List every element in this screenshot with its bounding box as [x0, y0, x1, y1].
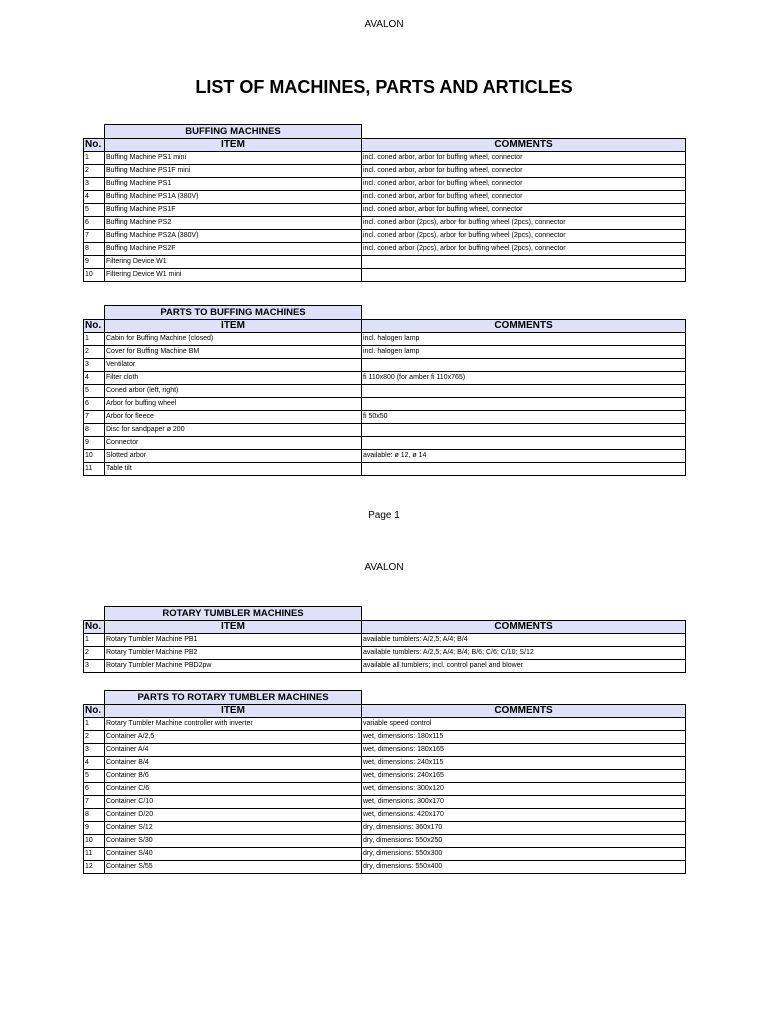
column-header-comments: COMMENTS	[362, 705, 686, 718]
row-comments	[362, 385, 686, 398]
page-header-2: AVALON	[364, 562, 404, 573]
row-number: 2	[84, 346, 105, 359]
column-header-no: No.	[84, 621, 105, 634]
row-comments: available tumblers: A/2,5; A/4; B/4	[362, 634, 686, 647]
table-row	[84, 346, 686, 359]
row-number: 6	[84, 217, 105, 230]
row-comments: incl. coned arbor (2pcs), arbor for buffing wheel (2pcs), connector	[362, 230, 686, 243]
table-row	[84, 634, 686, 647]
row-comments: wet, dimensions: 300x120	[362, 783, 686, 796]
row-number: 11	[84, 463, 105, 476]
row-item: Buffing Machine PS2A (380V)	[105, 230, 362, 243]
table-header-row	[84, 621, 686, 634]
row-comments: wet, dimensions: 240x115	[362, 757, 686, 770]
row-item: Filter cloth	[105, 372, 362, 385]
row-comments: wet, dimensions: 240x165	[362, 770, 686, 783]
column-header-item: ITEM	[105, 705, 362, 718]
section-title: ROTARY TUMBLER MACHINES	[104, 606, 362, 620]
table-row	[84, 372, 686, 385]
row-comments: wet, dimensions: 420x170	[362, 809, 686, 822]
table-row	[84, 178, 686, 191]
table-row	[84, 744, 686, 757]
column-header-no: No.	[84, 139, 105, 152]
row-number: 2	[84, 731, 105, 744]
row-comments: incl. coned arbor, arbor for buffing wheel, connector	[362, 204, 686, 217]
row-item: Arbor for buffing wheel	[105, 398, 362, 411]
row-item: Connector	[105, 437, 362, 450]
row-item: Container S/30	[105, 835, 362, 848]
row-item: Container S/40	[105, 848, 362, 861]
column-header-item: ITEM	[105, 621, 362, 634]
section-title: BUFFING MACHINES	[104, 124, 362, 138]
section-title-bar	[83, 606, 685, 620]
row-comments: fi 50x50	[362, 411, 686, 424]
table-row	[84, 463, 686, 476]
row-comments: available: ø 12, ø 14	[362, 450, 686, 463]
table-row	[84, 822, 686, 835]
section-rotary-tumbler-machines	[83, 606, 685, 673]
row-item: Filtering Device W1 mini	[105, 269, 362, 282]
items-table	[83, 138, 686, 282]
table-row	[84, 217, 686, 230]
row-number: 7	[84, 230, 105, 243]
table-row	[84, 359, 686, 372]
table-row	[84, 243, 686, 256]
column-header-no: No.	[84, 705, 105, 718]
row-comments: dry, dimensions: 550x300	[362, 848, 686, 861]
table-row	[84, 848, 686, 861]
table-row	[84, 770, 686, 783]
row-number: 6	[84, 783, 105, 796]
section-buffing-machines	[83, 124, 685, 282]
row-comments: incl. coned arbor (2pcs), arbor for buffing wheel (2pcs), connector	[362, 217, 686, 230]
row-comments: incl. coned arbor (2pcs), arbor for buffing wheel (2pcs), connector	[362, 243, 686, 256]
table-row	[84, 809, 686, 822]
table-row	[84, 647, 686, 660]
row-number: 6	[84, 398, 105, 411]
table-row	[84, 835, 686, 848]
row-number: 3	[84, 744, 105, 757]
row-number: 10	[84, 835, 105, 848]
row-item: Container B/6	[105, 770, 362, 783]
row-item: Buffing Machine PS1F	[105, 204, 362, 217]
row-comments: wet, dimensions: 180x115	[362, 731, 686, 744]
row-number: 3	[84, 660, 105, 673]
table-row	[84, 424, 686, 437]
row-item: Coned arbor (left, right)	[105, 385, 362, 398]
row-comments: variable speed control	[362, 718, 686, 731]
column-header-comments: COMMENTS	[362, 320, 686, 333]
row-item: Filtering Device W1	[105, 256, 362, 269]
row-item: Table tilt	[105, 463, 362, 476]
table-header-row	[84, 705, 686, 718]
row-item: Rotary Tumbler Machine PB2	[105, 647, 362, 660]
row-number: 2	[84, 647, 105, 660]
row-item: Rotary Tumbler Machine PB1	[105, 634, 362, 647]
row-comments: incl. coned arbor, arbor for buffing wheel, connector	[362, 191, 686, 204]
row-comments	[362, 269, 686, 282]
row-number: 4	[84, 372, 105, 385]
row-comments	[362, 398, 686, 411]
row-number: 4	[84, 757, 105, 770]
table-row	[84, 204, 686, 217]
row-item: Buffing Machine PS1	[105, 178, 362, 191]
row-item: Cover for Buffing Machine BM	[105, 346, 362, 359]
row-number: 11	[84, 848, 105, 861]
row-item: Ventilator	[105, 359, 362, 372]
table-row	[84, 191, 686, 204]
row-number: 10	[84, 269, 105, 282]
row-item: Container A/4	[105, 744, 362, 757]
column-header-item: ITEM	[105, 139, 362, 152]
row-item: Rotary Tumbler Machine controller with inverter	[105, 718, 362, 731]
table-row	[84, 796, 686, 809]
table-row	[84, 398, 686, 411]
row-number: 12	[84, 861, 105, 874]
table-row	[84, 731, 686, 744]
row-item: Buffing Machine PS2F	[105, 243, 362, 256]
table-row	[84, 718, 686, 731]
row-number: 5	[84, 385, 105, 398]
page-number: Page 1	[368, 510, 400, 521]
table-header-row	[84, 320, 686, 333]
row-comments	[362, 463, 686, 476]
row-number: 10	[84, 450, 105, 463]
row-number: 1	[84, 718, 105, 731]
row-number: 7	[84, 796, 105, 809]
items-table	[83, 704, 686, 874]
row-item: Arbor for fleece	[105, 411, 362, 424]
row-item: Cabin for Buffing Machine (closed)	[105, 333, 362, 346]
row-comments: incl. coned arbor, arbor for buffing wheel, connector	[362, 152, 686, 165]
table-row	[84, 757, 686, 770]
row-item: Disc for sandpaper ø 200	[105, 424, 362, 437]
section-title-bar	[83, 124, 685, 138]
section-parts-to-buffing-machines	[83, 305, 685, 476]
table-row	[84, 411, 686, 424]
table-row	[84, 333, 686, 346]
column-header-item: ITEM	[105, 320, 362, 333]
row-comments: dry, dimensions: 360x170	[362, 822, 686, 835]
row-number: 1	[84, 333, 105, 346]
row-comments: incl. coned arbor, arbor for buffing wheel, connector	[362, 165, 686, 178]
row-number: 9	[84, 822, 105, 835]
row-item: Rotary Tumbler Machine PBD2pw	[105, 660, 362, 673]
page-header: AVALON	[364, 19, 404, 30]
row-item: Container B/4	[105, 757, 362, 770]
section-title-bar	[83, 305, 685, 319]
table-row	[84, 861, 686, 874]
row-number: 4	[84, 191, 105, 204]
row-number: 9	[84, 256, 105, 269]
row-number: 8	[84, 243, 105, 256]
row-item: Container A/2,5	[105, 731, 362, 744]
table-row	[84, 165, 686, 178]
row-comments: fi 110x800 (for amber fi 110x765)	[362, 372, 686, 385]
row-comments: incl. halogen lamp	[362, 346, 686, 359]
row-comments	[362, 359, 686, 372]
row-item: Buffing Machine PS1 mini	[105, 152, 362, 165]
column-header-no: No.	[84, 320, 105, 333]
row-item: Buffing Machine PS2	[105, 217, 362, 230]
row-comments: available tumblers: A/2,5; A/4; B/4; B/6; C/6; C/10; S/12	[362, 647, 686, 660]
table-row	[84, 256, 686, 269]
items-table	[83, 620, 686, 673]
row-comments: incl. halogen lamp	[362, 333, 686, 346]
row-item: Container C/10	[105, 796, 362, 809]
items-table	[83, 319, 686, 476]
table-row	[84, 385, 686, 398]
row-number: 9	[84, 437, 105, 450]
row-number: 5	[84, 204, 105, 217]
row-comments: incl. coned arbor, arbor for buffing wheel, connector	[362, 178, 686, 191]
row-item: Container S/12	[105, 822, 362, 835]
table-row	[84, 152, 686, 165]
section-title: PARTS TO ROTARY TUMBLER MACHINES	[104, 690, 362, 704]
row-item: Container C/6	[105, 783, 362, 796]
table-header-row	[84, 139, 686, 152]
row-comments	[362, 437, 686, 450]
row-number: 7	[84, 411, 105, 424]
row-comments	[362, 424, 686, 437]
section-title-bar	[83, 690, 685, 704]
column-header-comments: COMMENTS	[362, 139, 686, 152]
table-row	[84, 450, 686, 463]
section-title: PARTS TO BUFFING MACHINES	[104, 305, 362, 319]
row-item: Container S/55	[105, 861, 362, 874]
row-comments	[362, 256, 686, 269]
row-comments: wet, dimensions: 180x165	[362, 744, 686, 757]
table-row	[84, 269, 686, 282]
row-item: Slotted arbor	[105, 450, 362, 463]
table-row	[84, 437, 686, 450]
row-number: 8	[84, 809, 105, 822]
section-parts-to-rotary-tumbler-machines	[83, 690, 685, 874]
row-item: Buffing Machine PS1F mini	[105, 165, 362, 178]
row-number: 5	[84, 770, 105, 783]
row-number: 3	[84, 359, 105, 372]
page-title: LIST OF MACHINES, PARTS AND ARTICLES	[195, 77, 573, 97]
row-number: 8	[84, 424, 105, 437]
row-item: Container D/20	[105, 809, 362, 822]
row-number: 3	[84, 178, 105, 191]
column-header-comments: COMMENTS	[362, 621, 686, 634]
row-comments: dry, dimensions: 550x250	[362, 835, 686, 848]
row-number: 1	[84, 634, 105, 647]
row-item: Buffing Machine PS1A (380V)	[105, 191, 362, 204]
row-comments: wet, dimensions: 300x170	[362, 796, 686, 809]
row-comments: dry, dimensions: 550x400	[362, 861, 686, 874]
table-row	[84, 783, 686, 796]
row-number: 2	[84, 165, 105, 178]
table-row	[84, 660, 686, 673]
row-comments: available all tumblers; incl. control panel and blower	[362, 660, 686, 673]
table-row	[84, 230, 686, 243]
row-number: 1	[84, 152, 105, 165]
